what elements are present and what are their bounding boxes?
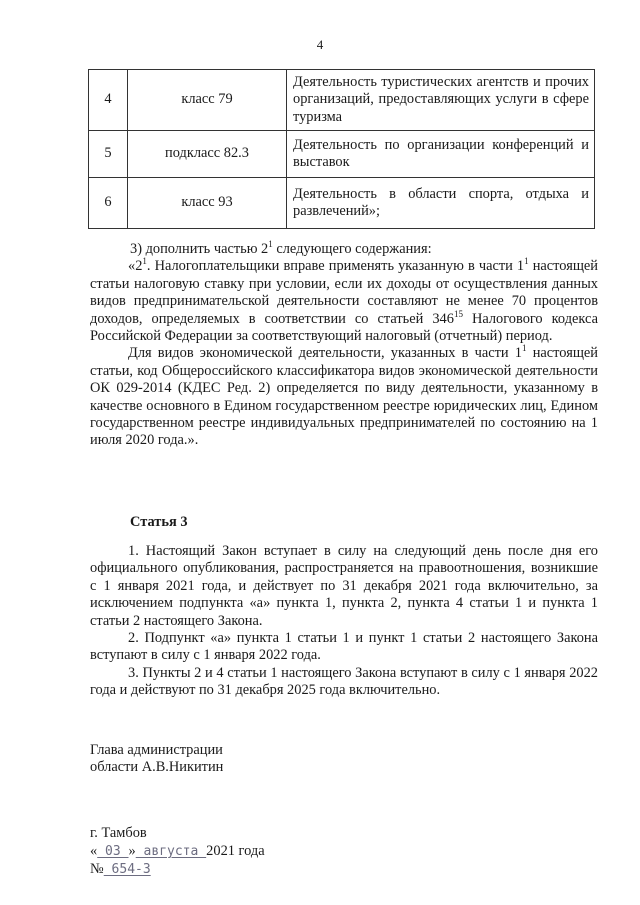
row-number: 5 <box>89 131 128 178</box>
classifier-code: подкласс 82.3 <box>128 131 287 178</box>
amendment-paragraph-2: Для видов экономической деятельности, указанных в части $1^1$ настоящей статьи, код Общероссийского классификатора видов экономической деятельности ОК 029-2014 (КДЕС Ред. 2) определяется по виду деятельности, указанному в качестве основного в Едином государственном реестре юридических лиц, Едином государственном реестре индивидуальных предпринимателей по состоянию на 1 июля 2020 года.». <box>90 343 598 449</box>
row-number: 6 <box>89 178 128 229</box>
article-3-paragraph-3: 3. Пункты 2 и 4 статьи 1 настоящего Закона вступают в силу с 1 января 2022 года и действуют по 31 декабря 2025 года включительно. <box>90 664 598 699</box>
activities-table <box>88 69 595 229</box>
city: г. Тамбов <box>90 825 147 841</box>
date-year: 2021 года <box>206 843 265 859</box>
date-line: « 03 » августа 2021 года <box>90 843 265 859</box>
signature-name: области А.В.Никитин <box>90 759 224 776</box>
table-row <box>89 70 595 131</box>
signature-block <box>90 742 330 777</box>
signature-title: Глава администрации <box>90 742 223 758</box>
table-row <box>89 131 595 178</box>
amendment-intro: 3) дополнить частью $2^1$ следующего содержания: <box>130 239 432 257</box>
date-month: августа <box>135 844 207 859</box>
article-3-paragraph-2: 2. Подпункт «а» пункта 1 статьи 1 и пункт 1 статьи 2 настоящего Закона вступают в силу с 1 января 2022 года. <box>90 630 598 664</box>
classifier-code: класс 79 <box>128 70 287 131</box>
activity-description: Деятельность по организации конференций и выставок <box>287 131 595 178</box>
article-title: Статья 3 <box>130 514 188 530</box>
article-3-paragraph-1: 1. Настоящий Закон вступает в силу на следующий день после дня его официального опубликования, распространяется на правоотношения, возникшие с 1 января 2021 года, и действует по 31 декабря 2021 года включительно, за исключением подпункта «а» пункта 1, пункта 2, пункта 4 статьи 1 и пункта 1 статьи 2 настоящего Закона. <box>90 543 598 629</box>
place-date-block <box>90 825 350 879</box>
activity-description: Деятельность туристических агентств и прочих организаций, предоставляющих услуги в сфере туризма <box>287 70 595 131</box>
amendment-paragraph-1: «$2^1$. Налогоплательщики вправе применять указанную в части $1^1$ настоящей статьи налоговую ставку при условии, если их доходы от осуществления данных видов предпринимательской деятельности составляют не менее 70 процентов доходов, определяемых в соответствии со статьей $346^{15}$ Налогового кодекса Российской Федерации за соответствующий налоговый (отчетный) период. <box>90 256 598 345</box>
date-day: 03 <box>97 844 129 859</box>
amendment-section <box>90 241 598 450</box>
activity-description: Деятельность в области спорта, отдыха и развлечений»; <box>287 178 595 229</box>
classifier-code: класс 93 <box>128 178 287 229</box>
row-number: 4 <box>89 70 128 131</box>
article-3-body <box>90 543 598 700</box>
page-number: 4 <box>316 37 324 52</box>
document-number-value: 654-3 <box>103 862 151 877</box>
document-number: № 654-3 <box>90 861 151 877</box>
table-row <box>89 178 595 229</box>
